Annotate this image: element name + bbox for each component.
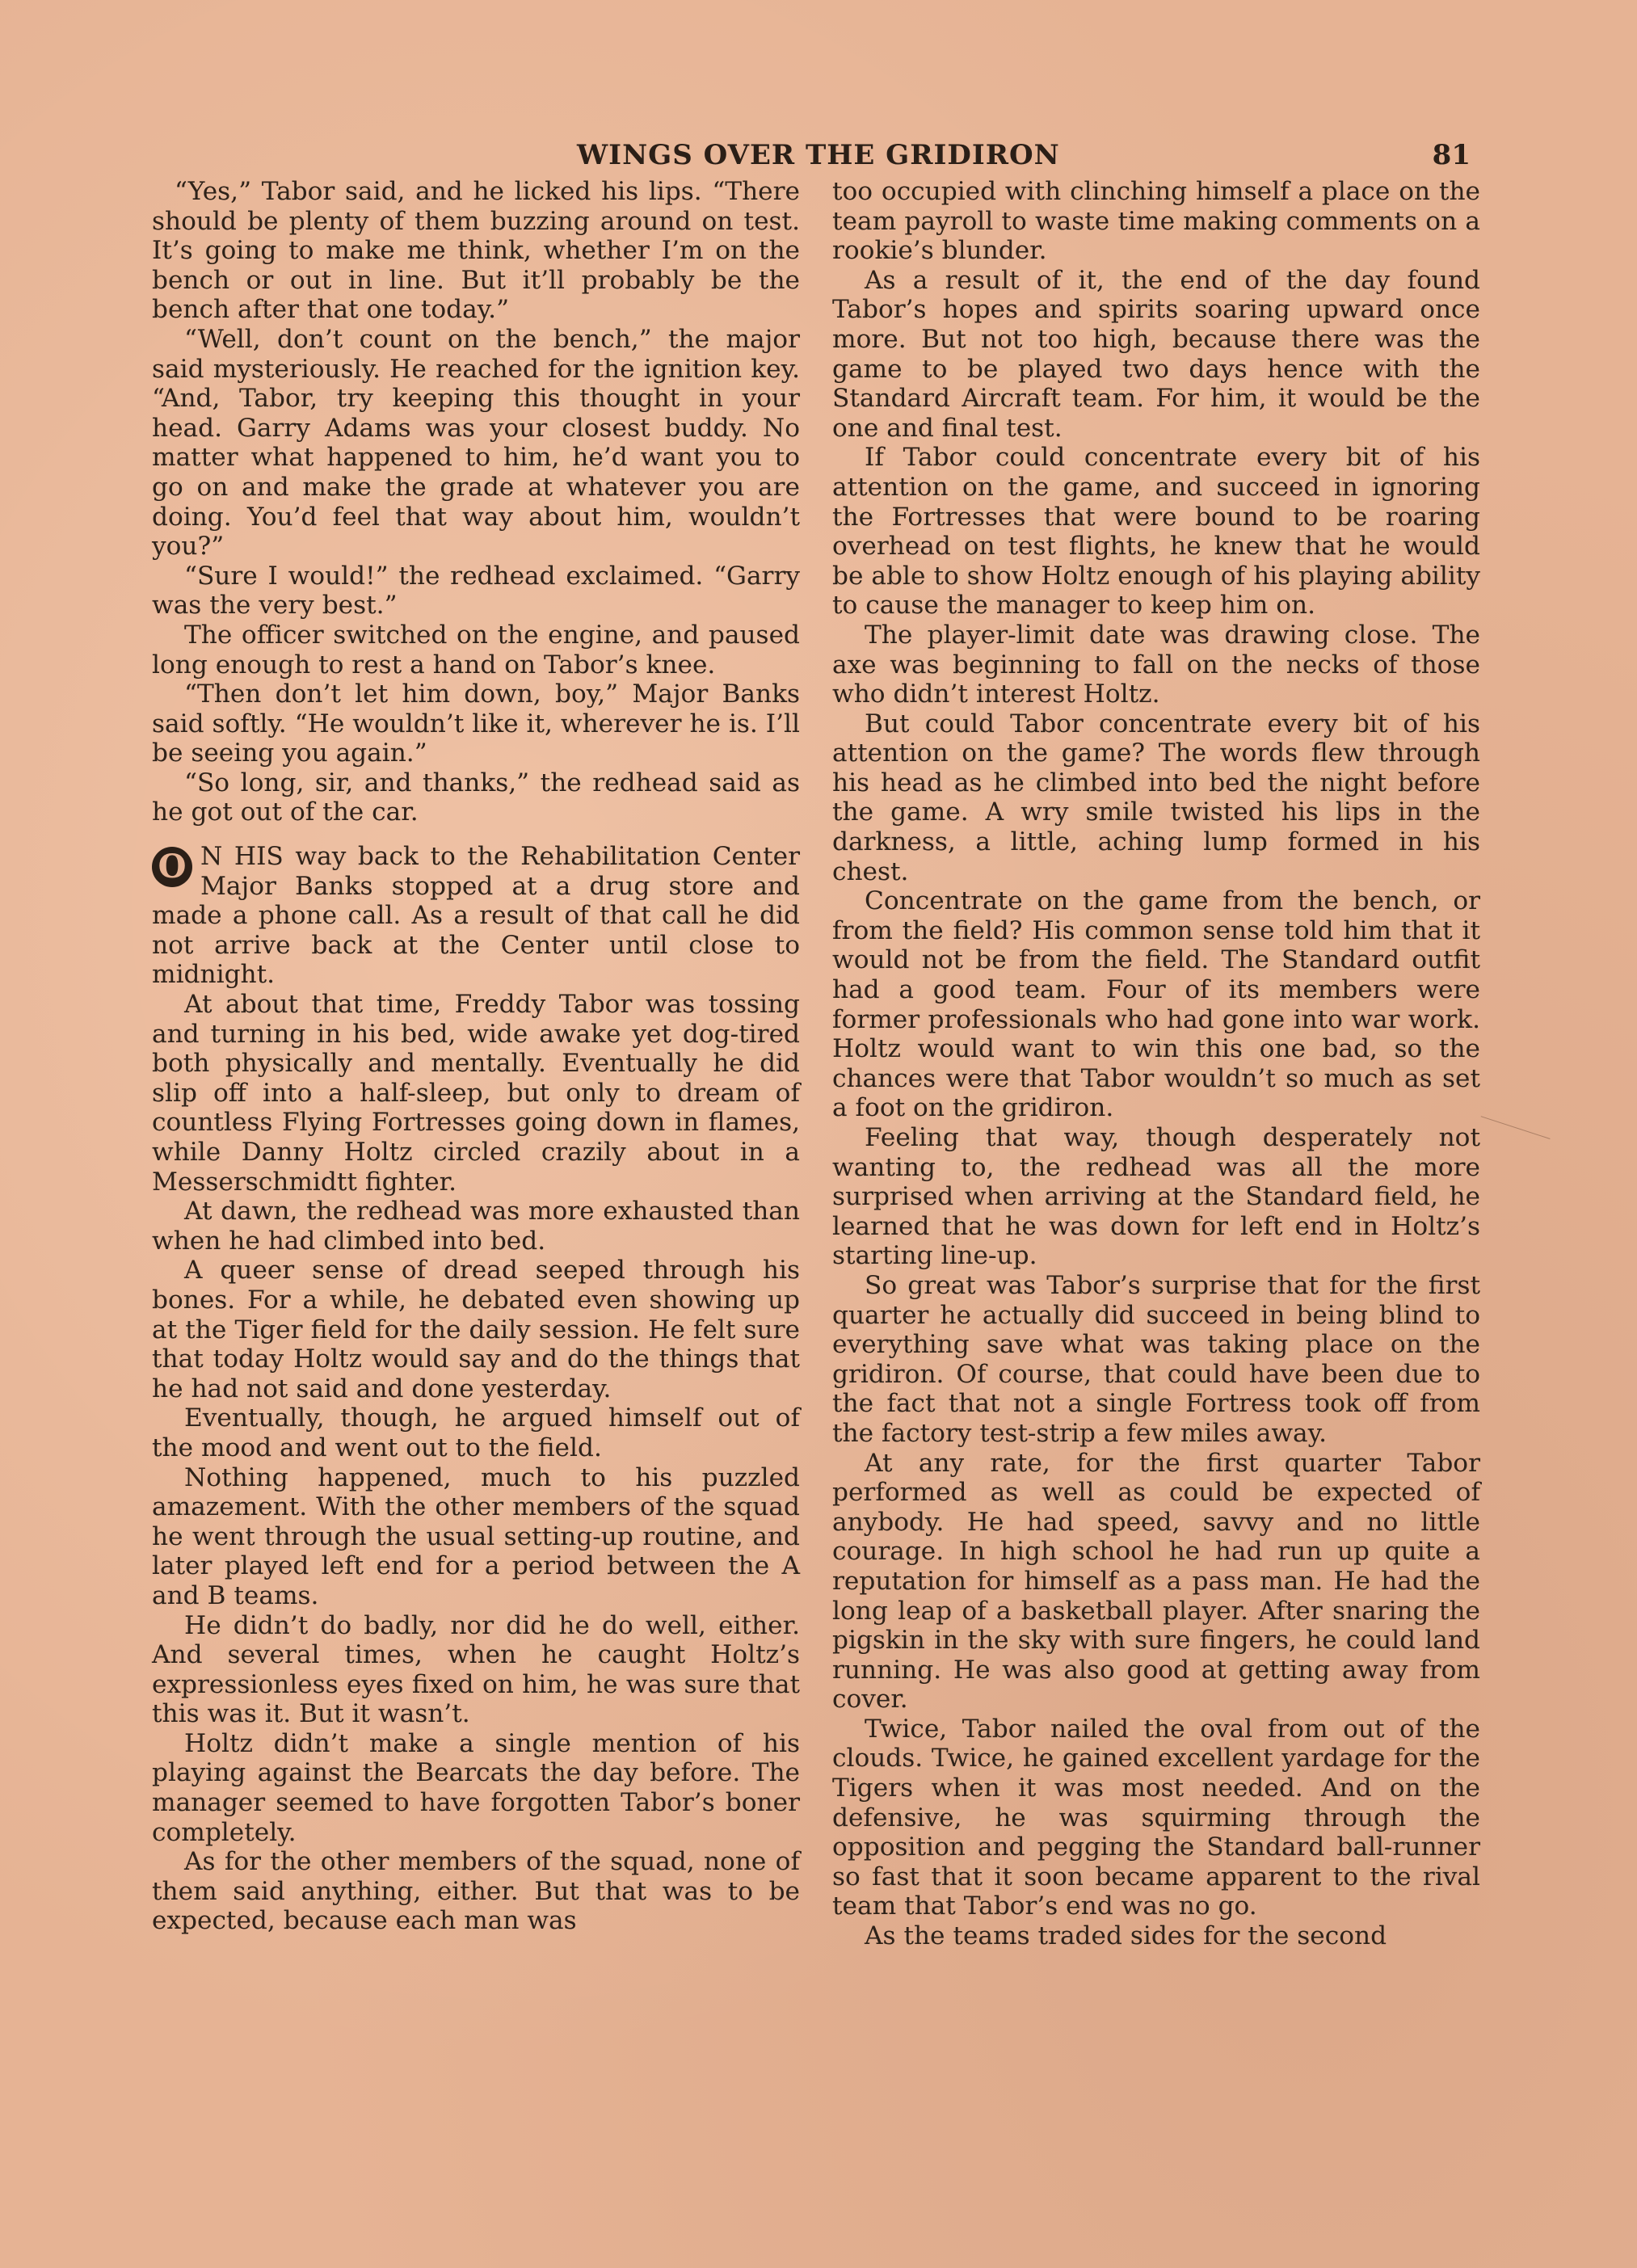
drop-cap: O bbox=[152, 847, 192, 887]
paragraph: “Well, don’t count on the bench,” the major said mysteriously. He reached for the ignition key. “And, Tabor, try keeping this thought in your head. Garry Adams was your closest buddy. No matter what happened to him, he’d want you to go on and make the grade at whatever you are doing. You’d feel that way about him, wouldn’t you?” bbox=[152, 324, 800, 562]
paragraph: Holtz didn’t make a single mention of his playing against the Bearcats the day before. The manager seemed to have forgotten Tabor’s boner completely. bbox=[152, 1728, 800, 1847]
paragraph: “Sure I would!” the redhead exclaimed. “Garry was the very best.” bbox=[152, 561, 800, 621]
paragraph: Concentrate on the game from the bench, or from the field? His common sense told him that it would not be from the field. The Standard outfit had a good team. Four of its members were former professionals who had gone into war work. Holtz would want to win this one bad, so the chances were that Tabor wouldn’t so much as set a foot on the gridiron. bbox=[832, 886, 1480, 1123]
paragraph: If Tabor could concentrate every bit of his attention on the game, and succeed in ignoring the Fortresses that were bound to be roaring overhead on test flights, he knew that he would be able to show Holtz enough of his playing ability to cause the manager to keep him on. bbox=[832, 443, 1480, 621]
paragraph: “Yes,” Tabor said, and he licked his lips. “There should be plenty of them buzzing around on test. It’s going to make me think, whether I’m on the bench or out in line. But it’ll probably be the bench after that one today.” bbox=[152, 177, 800, 325]
paragraph: The player-limit date was drawing close. The axe was beginning to fall on the necks of those who didn’t interest Holtz. bbox=[832, 620, 1480, 709]
paragraph: Twice, Tabor nailed the oval from out of the clouds. Twice, he gained excellent yardage for the Tigers when it was most needed. And on the defensive, he was squirming through the opposition and pegging the Standard ball-runner so fast that it soon became apparent to the rival team that Tabor’s end was no go. bbox=[832, 1714, 1480, 1921]
running-title: WINGS OVER THE GRIDIRON bbox=[577, 139, 1060, 171]
paragraph: “So long, sir, and thanks,” the redhead said as he got out of the car. bbox=[152, 768, 800, 827]
section-opening bbox=[152, 842, 800, 990]
paragraph: As the teams traded sides for the second bbox=[865, 1921, 1387, 1951]
paragraph: N HIS way back to the Rehabilitation Center Major Banks stopped at a drug store and made a phone call. As a result of that call he did not arrive back at the Center until close to midnight. bbox=[152, 842, 800, 990]
paragraph: So great was Tabor’s surprise that for the first quarter he actually did succeed in being blind to everything save what was taking place on the gridiron. Of course, that could have been due to the fact that not a single Fortress took off from the factory test-strip a few miles away. bbox=[832, 1270, 1480, 1448]
page-number: 81 bbox=[1432, 139, 1471, 171]
paragraph: As a result of it, the end of the day found Tabor’s hopes and spirits soaring upward once more. But not too high, because there was the game to be played two days hence with the Standard Aircraft team. For him, it would be the one and final test. bbox=[832, 265, 1480, 443]
paragraph-continuation: too occupied with clinching himself a place on the team payroll to waste time making comments on a rookie’s blunder. bbox=[832, 177, 1480, 266]
section-break bbox=[152, 827, 800, 842]
paragraph: But could Tabor concentrate every bit of his attention on the game? The words flew through his head as he climbed into bed the night before the game. A wry smile twisted his lips in the darkness, a little, aching lump formed in his chest. bbox=[832, 709, 1480, 886]
right-column bbox=[832, 177, 1480, 1951]
left-column bbox=[152, 177, 800, 1936]
paragraph: Nothing happened, much to his puzzled amazement. With the other members of the squad he went through the usual setting-up routine, and later played left end for a period between the A and B teams. bbox=[152, 1462, 800, 1610]
paragraph: The officer switched on the engine, and paused long enough to rest a hand on Tabor’s knee. bbox=[152, 620, 800, 680]
paragraph: At any rate, for the first quarter Tabor performed as well as could be expected of anybody. He had speed, savvy and no little courage. In high school he had run up quite a reputation for himself as a pass man. He had the long leap of a basketball player. After snaring the pigskin in the sky with sure fingers, he could land running. He was also good at getting away from cover. bbox=[832, 1448, 1480, 1715]
paragraph: A queer sense of dread seeped through his bones. For a while, he debated even showing up at the Tiger field for the daily session. He felt sure that today Holtz would say and do the things that he had not said and done yesterday. bbox=[152, 1256, 800, 1403]
running-head bbox=[145, 139, 1471, 179]
paragraph: As for the other members of the squad, none of them said anything, either. But that was to be expected, because each man was bbox=[152, 1847, 800, 1936]
paragraph: Eventually, though, he argued himself out of the mood and went out to the field. bbox=[152, 1403, 800, 1462]
paragraph: At dawn, the redhead was more exhausted than when he had climbed into bed. bbox=[152, 1197, 800, 1256]
paragraph: At about that time, Freddy Tabor was tossing and turning in his bed, wide awake yet dog-tired both physically and mentally. Eventually he did slip off into a half-sleep, but only to dream of countless Flying Fortresses going down in flames, while Danny Holtz circled crazily about in a Messerschmidtt fighter. bbox=[152, 990, 800, 1197]
paragraph: “Then don’t let him down, boy,” Major Banks said softly. “He wouldn’t like it, wherever he is. I’ll be seeing you again.” bbox=[152, 680, 800, 768]
paragraph: He didn’t do badly, nor did he do well, either. And several times, when he caught Holtz’s expressionless eyes fixed on him, he was sure that this was it. But it wasn’t. bbox=[152, 1610, 800, 1729]
paragraph: Feeling that way, though desperately not wanting to, the redhead was all the more surprised when arriving at the Standard field, he learned that he was down for left end in Holtz’s starting line-up. bbox=[832, 1123, 1480, 1271]
